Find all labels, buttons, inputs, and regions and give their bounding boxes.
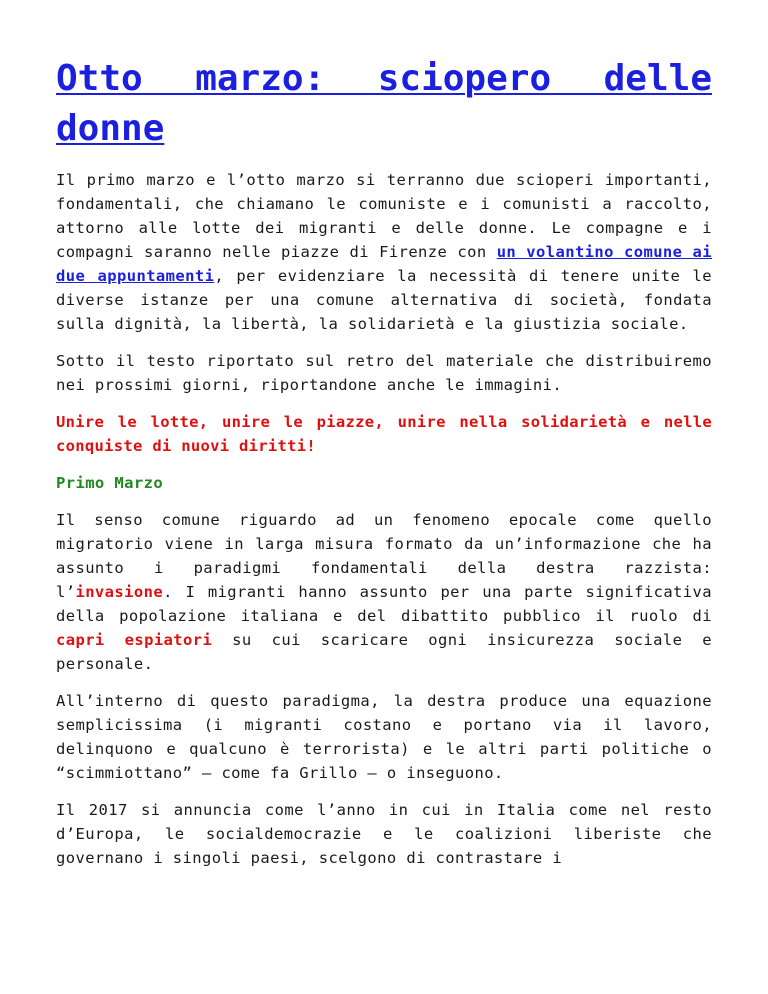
- paradigm-paragraph: All’interno di questo paradigma, la destra produce una equazione semplicissima (i migranti costano e portano via il lavoro, delinquono e qualcuno è terrorista) e le altri parti politiche o “scimmiottano” – come fa Grillo – o inseguono.: [56, 692, 712, 782]
- migration-text-part3: su cui scaricare ogni insicurezza sociale e personale.: [56, 631, 713, 673]
- flyer-note-paragraph: Sotto il testo riportato sul retro del materiale che distribuiremo nei prossimi giorni, riportandone anche le immagini.: [56, 352, 712, 394]
- highlight-capri-espiatori: capri espiatori: [56, 631, 213, 649]
- article-title-link[interactable]: Otto marzo: sciopero delle donne: [56, 58, 712, 149]
- highlight-invasione: invasione: [75, 583, 164, 601]
- year-2017-paragraph: Il 2017 si annuncia come l’anno in cui in Italia come nel resto d’Europa, le socialdemocrazie e le coalizioni liberiste che governano i singoli paesi, scelgono di contrastare i: [56, 801, 712, 867]
- intro-text-before: Il primo marzo e l’otto marzo si terranno due scioperi importanti, fondamentali, che chiamano le comuniste e i comunisti a raccolto, attorno alle lotte dei migranti e delle donne. Le compagne e i compagni saranno nelle piazze di Firenze con: [56, 171, 712, 261]
- flyer-link[interactable]: un volantino comune ai due appuntamenti: [56, 243, 712, 285]
- intro-text-after: , per evidenziare la necessità di tenere unite le diverse istanze per una comune alternativa di società, fondata sulla dignità, la libertà, la solidarietà e la giustizia sociale.: [56, 267, 712, 333]
- slogan-paragraph: Unire le lotte, unire le piazze, unire nella solidarietà e nelle conquiste di nuovi diritti!: [56, 413, 712, 455]
- migration-paragraph: [56, 508, 712, 676]
- migration-text-part2: . I migranti hanno assunto per una parte significativa della popolazione italiana e del dibattito pubblico il ruolo di: [56, 583, 712, 625]
- intro-paragraph: [56, 168, 712, 336]
- section-heading-primo-marzo: Primo Marzo: [56, 474, 164, 492]
- migration-text-part1: Il senso comune riguardo ad un fenomeno epocale come quello migratorio viene in larga misura formato da un’informazione che ha assunto i paradigmi fondamentali della destra razzista: l’: [56, 511, 712, 601]
- article-title: [56, 54, 712, 154]
